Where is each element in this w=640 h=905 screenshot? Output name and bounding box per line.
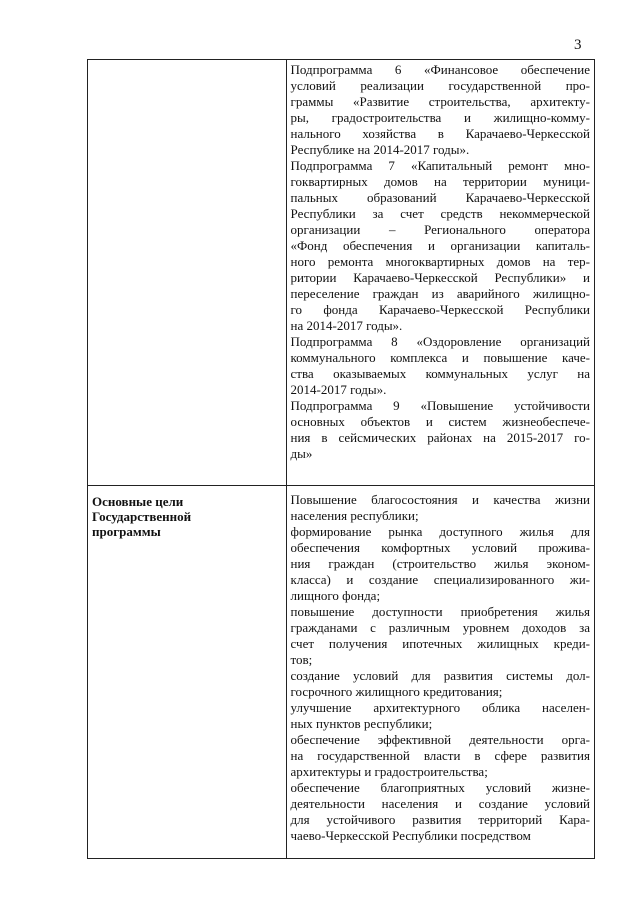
table-row [88, 60, 595, 486]
text-line: ры, градостроительства и жилищно-комму- [290, 110, 590, 125]
text-line: 2014-2017 годы». [290, 382, 387, 397]
text-line: ного ремонта многоквартирных домов на тер- [290, 254, 590, 269]
text-line: «Фонд обеспечения и организации капиталь- [290, 238, 590, 253]
paragraph [291, 62, 590, 158]
text-line: Повышение благосостояния и качества жизни [290, 492, 590, 508]
text-line: нального хозяйства в Карачаево-Черкесской [290, 126, 590, 141]
text-line: ритории Карачаево-Черкесской Республики» и [290, 270, 590, 285]
paragraph [291, 780, 590, 844]
text-line: коммунального комплекса и повышение каче- [290, 350, 590, 365]
text-line: Подпрограмма 9 «Повышение устойчивости [290, 398, 590, 413]
text-line: тов; [290, 652, 313, 668]
text-line: граммы «Развитие строительства, архитекту- [290, 94, 590, 109]
text-line: обеспечение благоприятных условий жизне- [290, 780, 590, 796]
text-line: ния граждан (строительство жилья эконом- [290, 556, 590, 572]
goals-label [92, 492, 282, 539]
paragraph [291, 524, 590, 604]
text-line: гоквартирных домов на территории муници- [290, 174, 590, 189]
text-line: госрочного жилищного кредитования; [290, 684, 503, 700]
text-line: ных пунктов республики; [290, 716, 433, 732]
subprograms-cell [286, 60, 594, 486]
text-line: Республике на 2014-2017 годы». [290, 142, 470, 157]
text-line: Республики за счет средств некоммерческой [290, 206, 590, 221]
paragraph [291, 732, 590, 780]
goals-cell [286, 486, 594, 859]
text-line: деятельности населения и создание условий [290, 796, 590, 812]
text-line: гражданами с различным уровнем доходов за [290, 620, 590, 636]
text-line: на 2014-2017 годы». [290, 318, 403, 333]
text-line: для устойчивого развития территорий Кара- [290, 812, 590, 828]
text-line: ния в сейсмических районах на 2015-2017 го- [290, 430, 590, 445]
text-line: ства оказываемых коммунальных услуг на [290, 366, 590, 381]
text-line: создание условий для развития системы дол- [290, 668, 590, 684]
text-line: Подпрограмма 8 «Оздоровление организаций [290, 334, 590, 349]
page-number: 3 [574, 37, 582, 53]
paragraph [291, 668, 590, 700]
text-line: счет получения ипотечных жилищных креди- [290, 636, 590, 652]
row-label-cell [88, 60, 287, 486]
program-passport-table [87, 59, 595, 859]
text-line: ды» [290, 446, 313, 461]
paragraph [291, 492, 590, 524]
label-line: программы [92, 524, 161, 540]
text-line: обеспечения комфортных условий прожива- [290, 540, 590, 556]
row-label-cell [88, 486, 287, 859]
paragraph [291, 158, 590, 334]
text-line: обеспечение эффективной деятельности орга- [290, 732, 590, 748]
text-line: повышение доступности приобретения жилья [290, 604, 590, 620]
text-line: на государственной власти в сфере развития [290, 748, 590, 764]
text-line: класса) и создание специализированного жи- [290, 572, 590, 588]
text-line: архитектуры и градостроительства; [290, 764, 488, 780]
text-line: населения республики; [290, 508, 419, 524]
text-line: Подпрограмма 7 «Капитальный ремонт мно- [290, 158, 590, 173]
paragraph [291, 604, 590, 668]
text-line: основных объектов и систем жизнеобеспече- [290, 414, 590, 429]
text-line: условий реализации государственной про- [290, 78, 590, 93]
text-line: чаево-Черкесской Республики посредством [290, 828, 531, 844]
text-line: организации – Регионального оператора [290, 222, 590, 237]
paragraph [291, 700, 590, 732]
text-line: лищного фонда; [290, 588, 381, 604]
text-line: формирование рынка доступного жилья для [290, 524, 590, 540]
label-line: Основные цели [92, 494, 184, 510]
text-line: пальных образований Карачаево-Черкесской [290, 190, 590, 205]
paragraph [291, 334, 590, 398]
table-row [88, 486, 595, 859]
text-line: улучшение архитектурного облика населен- [290, 700, 590, 716]
paragraph [291, 398, 590, 462]
text-line: го фонда Карачаево-Черкесской Республики [290, 302, 590, 317]
text-line: Подпрограмма 6 «Финансовое обеспечение [290, 62, 590, 77]
text-line: переселение граждан из аварийного жилищно- [290, 286, 590, 301]
label-line: Государственной [92, 509, 192, 525]
